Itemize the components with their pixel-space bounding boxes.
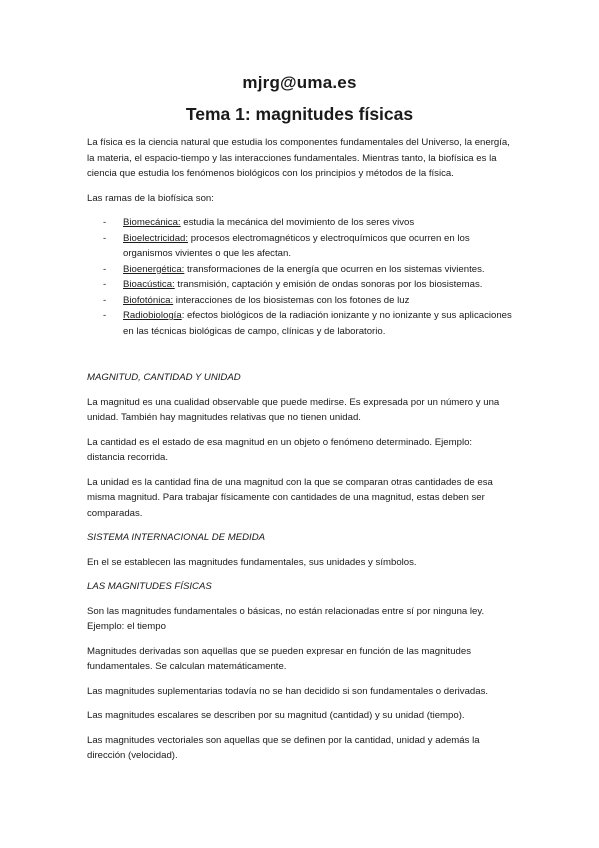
paragraph-magnitud: La magnitud es una cualidad observable que puede medirse. Es expresada por un número y una unidad. También hay magnitudes relativas que no tienen unidad. <box>87 396 500 423</box>
branch-term: Bioelectricidad: <box>123 232 189 244</box>
list-item <box>87 262 512 278</box>
paragraph-unidad: La unidad es la cantidad fina de una magnitud con la que se comparan otras cantidades de esa misma magnitud. Para trabajar físicamente con cantidades de una magnitud, estas deben ser comparadas. <box>87 476 493 519</box>
branch-term: Biofotónica: <box>123 294 174 306</box>
list-item <box>87 293 512 309</box>
section-heading-magnitud: MAGNITUD, CANTIDAD Y UNIDAD <box>87 372 241 383</box>
paragraph-derivadas: Magnitudes derivadas son aquellas que se pueden expresar en función de las magnitudes fundamentales. Se calculan matemáticamente. <box>87 645 472 672</box>
paragraph-suplementarias: Las magnitudes suplementarias todavía no se han decidido si son fundamentales o derivadas. <box>87 685 489 697</box>
list-dash: - <box>103 279 107 290</box>
paragraph-escalares: Las magnitudes escalares se describen por su magnitud (cantidad) y su unidad (tiempo). <box>87 710 465 721</box>
paragraph-fundamentales: Son las magnitudes fundamentales o básicas, no están relacionadas entre sí por ninguna ley. Ejemplo: el tiempo <box>87 605 485 632</box>
list-dash: - <box>103 294 107 306</box>
section-spacer <box>87 348 512 370</box>
document-body <box>87 135 512 773</box>
paragraph-cantidad: La cantidad es el estado de esa magnitud en un objeto o fenómeno determinado. Ejemplo: distancia recorrida. <box>87 436 473 463</box>
branch-description: : efectos biológicos de la radiación ionizante y no ionizante y sus aplicaciones en las técnicas biológicas de campo, clínicas y de laboratorio. <box>123 310 512 337</box>
list-dash: - <box>103 263 107 275</box>
branch-description: transformaciones de la energía que ocurren en los sistemas vivientes. <box>184 263 485 275</box>
author-email: mjrg@uma.es <box>242 73 357 92</box>
list-item <box>87 215 512 231</box>
branch-description: interacciones de los biosistemas con los fotones de luz <box>173 294 410 306</box>
list-dash: - <box>103 217 107 228</box>
paragraph-sistema: En el se establecen las magnitudes fundamentales, sus unidades y símbolos. <box>87 556 417 568</box>
list-item <box>87 308 512 339</box>
paragraph-vectoriales: Las magnitudes vectoriales son aquellas que se definen por la cantidad, unidad y además la dirección (velocidad). <box>87 734 480 761</box>
section-heading-magnitudes: LAS MAGNITUDES FÍSICAS <box>87 581 212 592</box>
branches-intro: Las ramas de la biofísica son: <box>87 192 214 204</box>
branch-description: transmisión, captación y emisión de ondas sonoras por los biosistemas. <box>174 279 483 290</box>
list-dash: - <box>103 232 107 244</box>
branches-list <box>87 215 512 339</box>
list-dash: - <box>103 310 107 321</box>
branch-term: Radiobiología <box>123 310 182 321</box>
branch-term: Biomecánica: <box>123 217 181 228</box>
branch-term: Bioacústica: <box>123 279 175 290</box>
section-heading-sistema: SISTEMA INTERNACIONAL DE MEDIDA <box>87 532 266 543</box>
list-item <box>87 277 512 293</box>
branch-term: Bioenergética: <box>123 263 185 275</box>
branch-description: estudia la mecánica del movimiento de los seres vivos <box>180 217 415 228</box>
list-item <box>87 231 512 262</box>
intro-paragraph: La física es la ciencia natural que estudia los componentes fundamentales del Universo, la energía, la materia, el espacio-tiempo y las interacciones fundamentales. Mientras tanto, la biofísica es la ciencia que estudia los fenómenos biológicos con los principios y métodos de la física. <box>87 137 510 179</box>
branch-description: procesos electromagnéticos y electroquímicos que ocurren en los organismos vivientes o que les afectan. <box>123 232 470 259</box>
page-title: Tema 1: magnitudes físicas <box>185 104 414 124</box>
